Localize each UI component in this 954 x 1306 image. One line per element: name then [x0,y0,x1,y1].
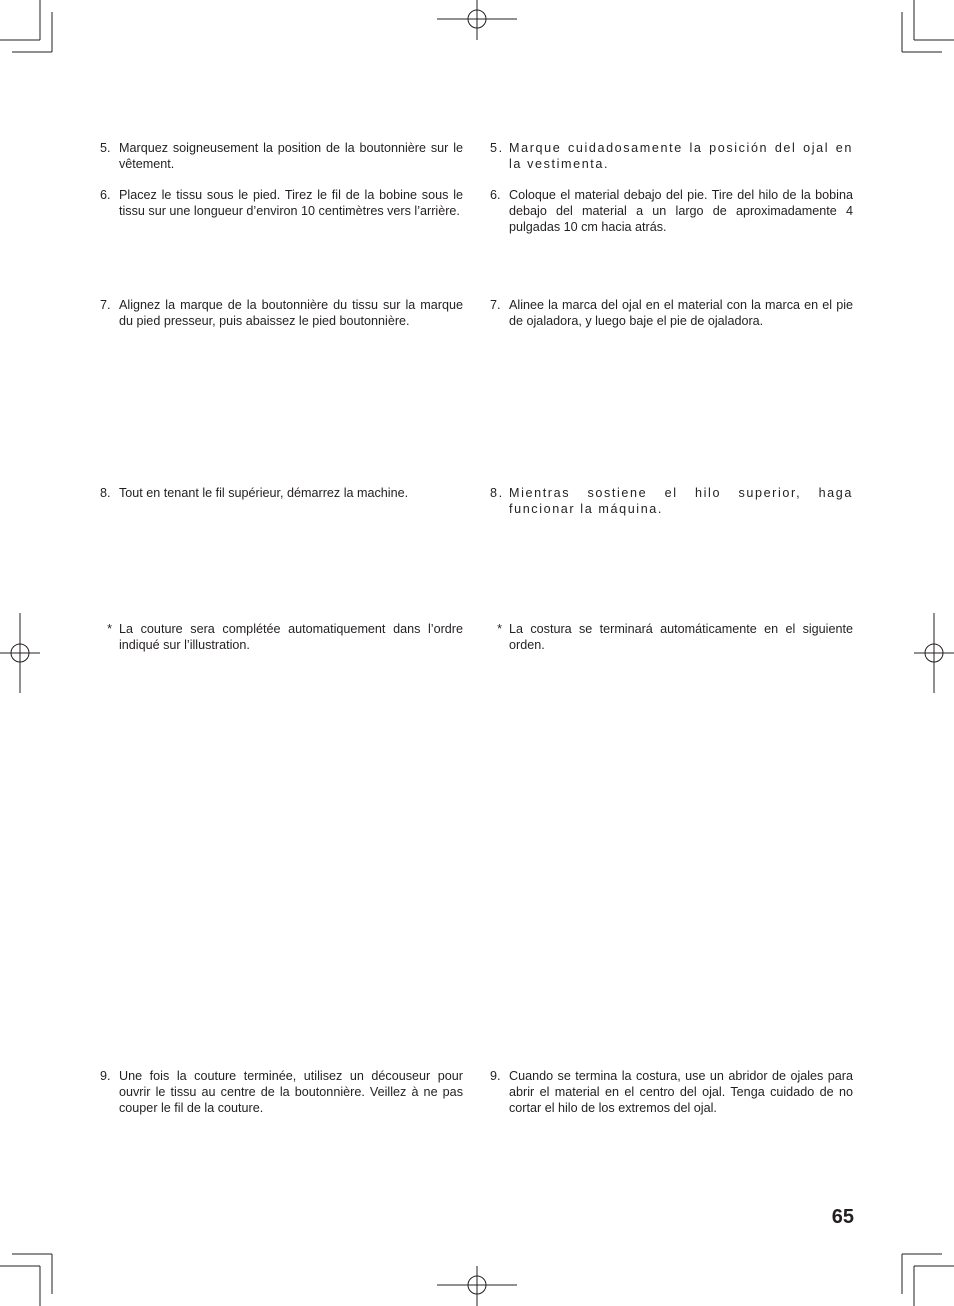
step-text: Coloque el material debajo del pie. Tire del hilo de la bobina debajo del material a un largo de aproximadamente 4 pulgadas 10 cm hacia atrás. [509,188,853,234]
step-text: Tout en tenant le fil supérieur, démarrez la machine. [119,486,409,500]
french-step-6 [100,187,463,219]
step-number: 6. [490,188,501,202]
step-number: 7. [100,298,111,312]
step-text: Une fois la couture terminée, utilisez un découseur pour ouvrir le tissu au centre de la boutonnière. Veillez à ne pas couper le fil de la couture. [119,1069,463,1115]
step-number: 9. [490,1069,501,1083]
step-number: 5. [490,141,504,155]
note-text: La costura se terminará automáticamente en el siguiente orden. [509,622,853,652]
step-number: 5. [100,141,111,155]
french-step-7 [100,297,463,329]
step-number: 6. [100,188,111,202]
step-number: 8. [100,486,111,500]
spanish-step-9 [490,1068,853,1116]
step-number: 8. [490,486,504,500]
spanish-note [490,621,853,653]
page-number: 65 [831,1206,854,1228]
french-step-5 [100,140,463,172]
note-asterisk: * [497,622,502,636]
step-text: Mientras sostiene el hilo superior, haga funcionar la máquina. [509,486,853,516]
step-number: 9. [100,1069,111,1083]
spanish-step-8 [490,485,853,517]
step-text: Placez le tissu sous le pied. Tirez le fil de la bobine sous le tissu sur une longueur d’environ 10 centimètres vers l’arrière. [119,188,463,218]
step-text: Marquez soigneusement la position de la boutonnière sur le vêtement. [119,141,463,171]
step-text: Alignez la marque de la boutonnière du tissu sur la marque du pied presseur, puis abaissez le pied boutonnière. [119,298,463,328]
note-asterisk: * [107,622,112,636]
spanish-step-7 [490,297,853,329]
french-step-8 [100,485,463,501]
french-step-9 [100,1068,463,1116]
spanish-step-5 [490,140,853,172]
note-text: La couture sera complétée automatiquement dans l’ordre indiqué sur l’illustration. [119,622,463,652]
spanish-step-6 [490,187,853,235]
step-text: Marque cuidadosamente la posición del ojal en la vestimenta. [509,141,853,171]
french-note [100,621,463,653]
step-text: Alinee la marca del ojal en el material con la marca en el pie de ojaladora, y luego baje el pie de ojaladora. [509,298,853,328]
step-text: Cuando se termina la costura, use un abridor de ojales para abrir el material en el centro del ojal. Tenga cuidado de no cortar el hilo de los extremos del ojal. [509,1069,853,1115]
step-number: 7. [490,298,501,312]
